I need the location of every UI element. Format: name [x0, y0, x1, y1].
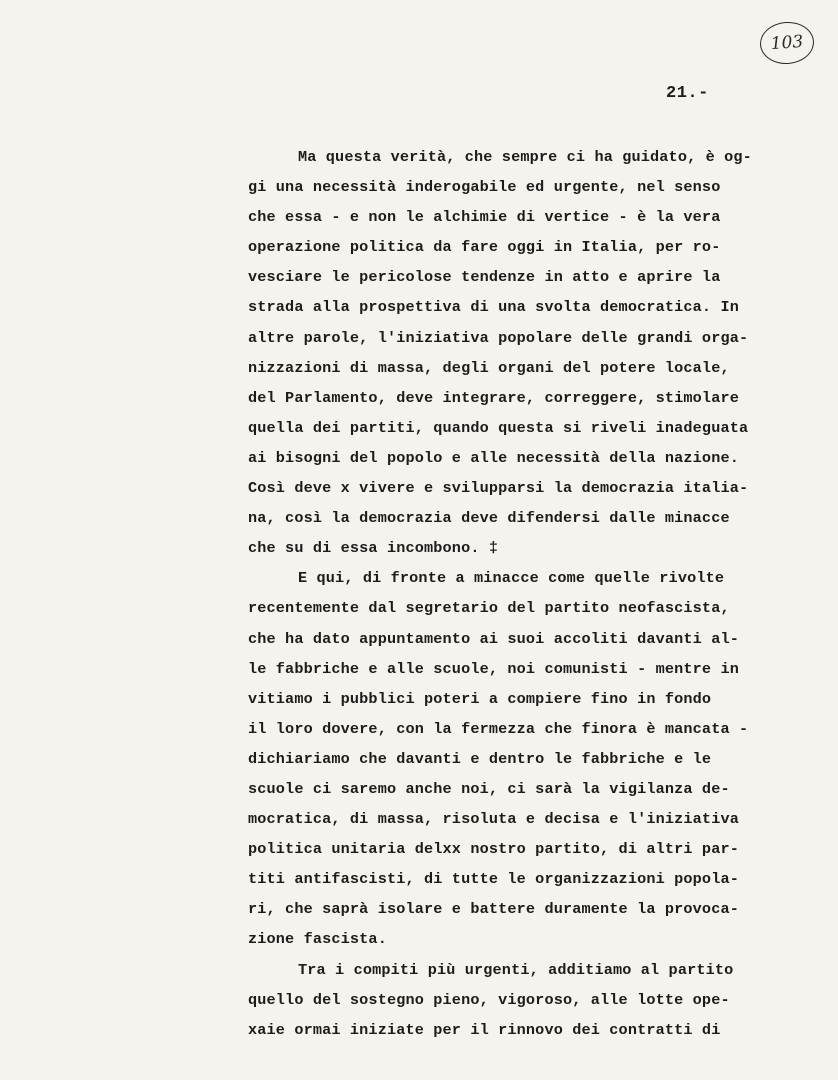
text-line: na, così la democrazia deve difendersi dalle minacce [248, 509, 730, 528]
text-line: ai bisogni del popolo e alle necessità della nazione. [248, 448, 739, 467]
text-line: altre parole, l'iniziativa popolare delle grandi orga- [248, 328, 749, 347]
text-line: dichiariamo che davanti e dentro le fabbriche e le [248, 749, 712, 768]
text-line: il loro dovere, con la fermezza che finora è mancata - [248, 719, 749, 738]
text-line: che essa - e non le alchimie di vertice - è la vera [248, 208, 721, 227]
text-line: titi antifascisti, di tutte le organizzazioni popola- [248, 870, 739, 889]
text-line: gi una necessità inderogabile ed urgente, nel senso [248, 178, 721, 197]
text-line: Ma questa verità, che sempre ci ha guidato, è og- [298, 148, 752, 166]
text-line: che ha dato appuntamento ai suoi accoliti davanti al- [248, 629, 739, 648]
text-line: zione fascista. [248, 930, 387, 949]
text-line: mocratica, di massa, risoluta e decisa e l'iniziativa [248, 810, 739, 829]
text-line: del Parlamento, deve integrare, correggere, stimolare [248, 388, 739, 407]
body-text [248, 142, 798, 1045]
text-line: scuole ci saremo anche noi, ci sarà la vigilanza de- [248, 779, 730, 798]
text-line: operazione politica da fare oggi in Italia, per ro- [248, 238, 721, 257]
text-line: le fabbriche e alle scuole, noi comunisti - mentre in [248, 659, 739, 678]
text-line: Così deve x vivere e svilupparsi la democrazia italia- [248, 479, 749, 498]
text-line: ri, che saprà isolare e battere duramente la provoca- [248, 900, 739, 919]
text-line: politica unitaria delxx nostro partito, di altri par- [248, 840, 739, 859]
text-line: vitiamo i pubblici poteri a compiere fino in fondo [248, 689, 712, 708]
text-line: che su di essa incombono. ‡ [248, 539, 499, 558]
page-number: 21.- [666, 84, 709, 103]
text-line: recentemente dal segretario del partito neofascista, [248, 599, 730, 618]
text-line: xaie ormai iniziate per il rinnovo dei contratti di [248, 1020, 721, 1039]
text-line: nizzazioni di massa, degli organi del potere locale, [248, 358, 730, 377]
text-line: Tra i compiti più urgenti, additiamo al partito [298, 960, 734, 979]
text-line: E qui, di fronte a minacce come quelle rivolte [298, 569, 725, 588]
page-stamp: 103 [759, 20, 816, 66]
text-line: vesciare le pericolose tendenze in atto e aprire la [248, 268, 721, 287]
text-line: strada alla prospettiva di una svolta democratica. In [248, 298, 739, 317]
text-line: quella dei partiti, quando questa si riveli inadeguata [248, 418, 749, 437]
text-line: quello del sostegno pieno, vigoroso, alle lotte ope- [248, 990, 730, 1009]
